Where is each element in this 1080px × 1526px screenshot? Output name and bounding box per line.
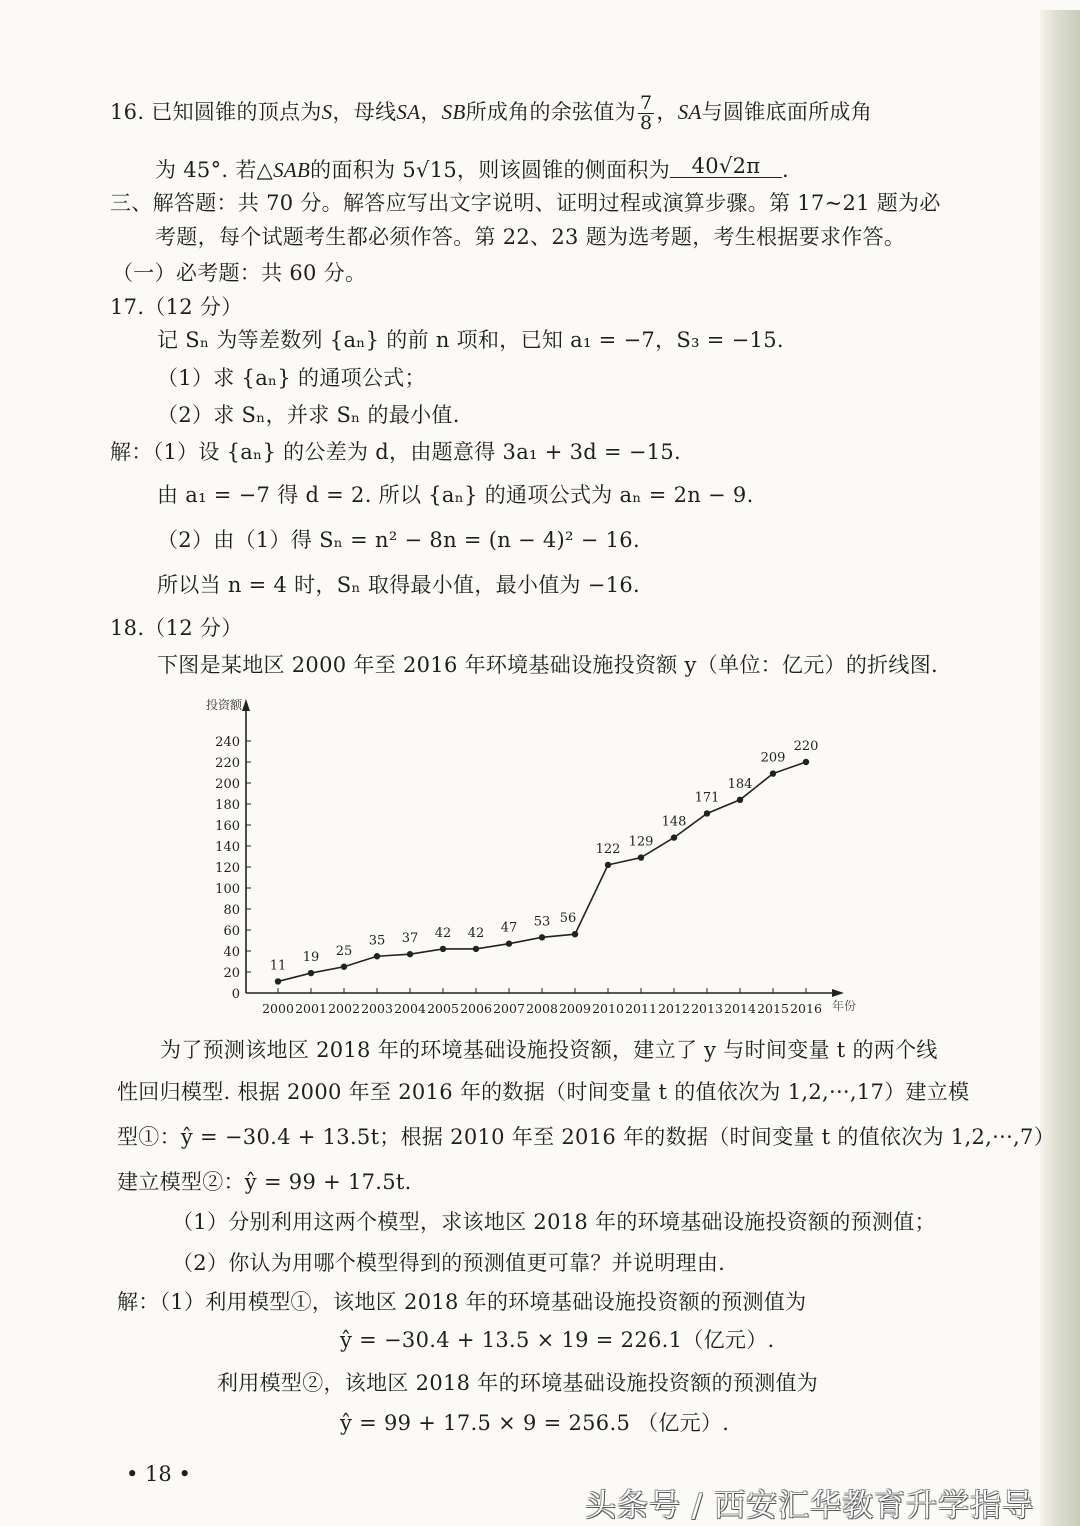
x-tick-label: 2004 bbox=[394, 1001, 426, 1016]
section3-line1: 三、解答题：共 70 分。解答应写出文字说明、证明过程或演算步骤。第 17~21 题为必 bbox=[110, 191, 941, 215]
y-tick-label: 100 bbox=[215, 882, 240, 897]
q16-text: 为 45°. 若△ bbox=[155, 158, 274, 182]
var-sb: SB bbox=[441, 100, 466, 124]
q17-sol2: 由 a₁ = −7 得 d = 2. 所以 {aₙ} 的通项公式为 aₙ = 2n − 9. bbox=[157, 483, 754, 507]
data-label: 35 bbox=[368, 933, 386, 949]
x-tick-label: 2011 bbox=[625, 1001, 657, 1016]
q18-sol3: 利用模型②，该地区 2018 年的环境基础设施投资额的预测值为 bbox=[217, 1371, 819, 1395]
q18-sol2: ŷ = −30.4 + 13.5 × 19 = 226.1（亿元）. bbox=[340, 1328, 775, 1352]
data-label: 184 bbox=[727, 776, 753, 792]
section3-line2: 考题，每个试题考生都必须作答。第 22、23 题为选考题，考生根据要求作答。 bbox=[155, 225, 906, 249]
data-point bbox=[539, 934, 545, 940]
page-edge-shadow bbox=[1040, 10, 1080, 1526]
data-point bbox=[407, 951, 413, 957]
x-tick-label: 2015 bbox=[757, 1001, 789, 1016]
q16-text: . bbox=[782, 158, 789, 182]
data-point bbox=[671, 834, 677, 840]
data-label: 122 bbox=[595, 841, 621, 857]
x-axis-label: 年份 bbox=[832, 999, 857, 1013]
y-tick-label: 200 bbox=[215, 777, 240, 792]
data-label: 25 bbox=[335, 943, 353, 959]
data-point bbox=[308, 970, 314, 976]
data-point bbox=[770, 770, 776, 776]
data-point bbox=[440, 946, 446, 952]
var-s: S bbox=[321, 100, 333, 124]
data-point bbox=[803, 759, 809, 765]
data-point bbox=[473, 946, 479, 952]
q17-sol1: 解：（1）设 {aₙ} 的公差为 d，由题意得 3a₁ + 3d = −15. bbox=[110, 440, 682, 464]
y-tick-label: 40 bbox=[223, 945, 240, 960]
x-tick-label: 2003 bbox=[361, 1001, 393, 1016]
y-tick-label: 240 bbox=[215, 735, 240, 750]
q16-text: 所成角的余弦值为 bbox=[465, 100, 636, 124]
investment-line-chart bbox=[180, 690, 900, 1030]
y-tick-label: 80 bbox=[223, 903, 240, 918]
page-number: • 18 • bbox=[126, 1462, 191, 1486]
frac-denominator: 8 bbox=[639, 112, 653, 134]
y-axis-arrow-icon bbox=[242, 699, 250, 711]
x-axis-arrow-icon bbox=[832, 989, 844, 997]
x-tick-label: 2002 bbox=[328, 1001, 360, 1016]
data-point bbox=[374, 953, 380, 959]
y-tick-label: 140 bbox=[215, 840, 240, 855]
data-label: 19 bbox=[302, 950, 320, 966]
x-tick-label: 2006 bbox=[460, 1001, 492, 1016]
q16-text: ， bbox=[420, 100, 442, 124]
q18-sol4: ŷ = 99 + 17.5 × 9 = 256.5 （亿元）. bbox=[340, 1411, 730, 1435]
chart-svg bbox=[180, 690, 900, 1030]
q18-part1: （1）分别利用这两个模型，求该地区 2018 年的环境基础设施投资额的预测值； bbox=[172, 1210, 936, 1234]
q16-line2 bbox=[155, 154, 789, 182]
var-sa: SA bbox=[677, 100, 702, 124]
var-sa: SA bbox=[396, 100, 421, 124]
q17-sol3: （2）由（1）得 Sₙ = n² − 8n = (n − 4)² − 16. bbox=[157, 528, 640, 552]
q17-part1: （1）求 {aₙ} 的通项公式； bbox=[157, 366, 426, 390]
q16-text: 16. 已知圆锥的顶点为 bbox=[110, 100, 322, 124]
data-label: 220 bbox=[793, 739, 819, 754]
frac-numerator: 7 bbox=[639, 92, 653, 114]
q16-text: 与圆锥底面所成角 bbox=[701, 100, 873, 124]
data-point bbox=[704, 810, 710, 816]
data-label: 129 bbox=[628, 834, 654, 850]
x-tick-label: 2016 bbox=[790, 1001, 822, 1016]
q18-para1: 为了预测该地区 2018 年的环境基础设施投资额，建立了 y 与时间变量 t 的两个线 bbox=[160, 1038, 938, 1062]
q18-header: 18.（12 分） bbox=[110, 616, 243, 640]
q18-sol1: 解：（1）利用模型①，该地区 2018 年的环境基础设施投资额的预测值为 bbox=[117, 1290, 807, 1314]
x-tick-label: 2013 bbox=[691, 1001, 723, 1016]
data-point bbox=[275, 978, 281, 984]
y-tick-label: 160 bbox=[215, 819, 240, 834]
q18-para3: 型①：ŷ = −30.4 + 13.5t；根据 2010 年至 2016 年的数据（时间变量 t 的值依次为 1,2,···,7） bbox=[117, 1125, 1055, 1149]
y-tick-label: 60 bbox=[223, 924, 240, 939]
q17-header: 17.（12 分） bbox=[110, 295, 243, 319]
y-axis-label: 投资额 bbox=[205, 698, 242, 712]
data-label: 56 bbox=[559, 911, 577, 927]
data-label: 42 bbox=[467, 925, 485, 941]
y-tick-label: 220 bbox=[215, 756, 240, 771]
q17-part2: （2）求 Sₙ，并求 Sₙ 的最小值. bbox=[157, 403, 460, 427]
data-label: 209 bbox=[760, 750, 786, 766]
data-point bbox=[572, 931, 578, 937]
data-label: 11 bbox=[269, 958, 287, 974]
x-tick-label: 2012 bbox=[658, 1001, 690, 1016]
x-tick-label: 2000 bbox=[262, 1001, 294, 1016]
fraction-7-8 bbox=[638, 94, 654, 133]
data-point bbox=[737, 797, 743, 803]
y-tick-label: 180 bbox=[215, 798, 240, 813]
data-label: 37 bbox=[401, 931, 419, 947]
data-line bbox=[278, 762, 806, 981]
q16-text: ， bbox=[656, 100, 678, 124]
x-tick-label: 2014 bbox=[724, 1001, 756, 1016]
x-tick-label: 2010 bbox=[592, 1001, 624, 1016]
q16-text: ，母线 bbox=[332, 100, 397, 124]
x-tick-label: 2008 bbox=[526, 1001, 558, 1016]
watermark: 头条号 / 西安汇华教育升学指导 bbox=[585, 1488, 1035, 1524]
data-label: 171 bbox=[694, 790, 720, 806]
x-tick-label: 2007 bbox=[493, 1001, 525, 1016]
section3-line3: （一）必考题：共 60 分。 bbox=[112, 261, 367, 285]
q16-answer: 40√2π bbox=[691, 154, 761, 178]
data-point bbox=[605, 862, 611, 868]
q16-text: 的面积为 5√15，则该圆锥的侧面积为 bbox=[310, 158, 671, 182]
q18-intro: 下图是某地区 2000 年至 2016 年环境基础设施投资额 y（单位：亿元）的折线图. bbox=[157, 653, 938, 677]
q18-para2: 性回归模型. 根据 2000 年至 2016 年的数据（时间变量 t 的值依次为 1,2,···,17）建立模 bbox=[117, 1080, 970, 1104]
data-label: 148 bbox=[661, 814, 687, 830]
x-tick-label: 2001 bbox=[295, 1001, 327, 1016]
data-point bbox=[506, 940, 512, 946]
data-point bbox=[341, 964, 347, 970]
data-label: 47 bbox=[500, 920, 518, 936]
answer-blank bbox=[670, 156, 782, 178]
y-tick-label: 120 bbox=[215, 861, 240, 876]
q16-line1 bbox=[110, 94, 872, 133]
data-label: 53 bbox=[533, 914, 551, 930]
data-point bbox=[638, 854, 644, 860]
q18-part2: （2）你认为用哪个模型得到的预测值更可靠？并说明理由. bbox=[172, 1251, 726, 1275]
x-tick-label: 2009 bbox=[559, 1001, 591, 1016]
data-label: 42 bbox=[434, 925, 452, 941]
y-tick-label: 0 bbox=[231, 987, 240, 1002]
q17-stem: 记 Sₙ 为等差数列 {aₙ} 的前 n 项和，已知 a₁ = −7，S₃ = −15. bbox=[157, 328, 784, 352]
q17-sol4: 所以当 n = 4 时，Sₙ 取得最小值，最小值为 −16. bbox=[157, 573, 640, 597]
var-sab: SAB bbox=[273, 158, 311, 182]
y-tick-label: 20 bbox=[223, 966, 240, 981]
q18-para4: 建立模型②：ŷ = 99 + 17.5t. bbox=[117, 1170, 412, 1194]
x-tick-label: 2005 bbox=[427, 1001, 459, 1016]
